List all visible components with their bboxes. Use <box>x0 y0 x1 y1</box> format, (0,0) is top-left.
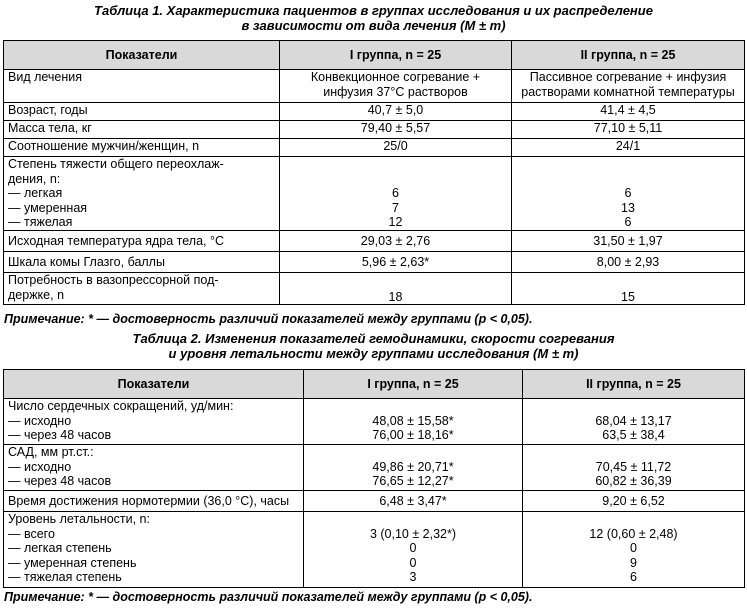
table1 <box>3 40 745 305</box>
table1-row-glasgow <box>4 252 745 273</box>
table2-header-group2: II группа, n = 25 <box>523 370 745 399</box>
group2-value: 8,00 ± 2,93 <box>512 252 745 273</box>
table2-header-row <box>4 370 745 399</box>
table1-caption <box>0 3 747 33</box>
table1-row-treatment <box>4 70 745 103</box>
row-label: Возраст, годы <box>4 103 280 121</box>
group2-value: Пассивное согревание + инфузия растворами комнатной температуры <box>512 70 745 103</box>
group2-value: 41,4 ± 4,5 <box>512 103 745 121</box>
group1-value: 40,7 ± 5,0 <box>280 103 512 121</box>
group1-value: 3 (0,10 ± 2,32*) 0 0 3 <box>304 512 523 588</box>
group1-value: 18 <box>280 273 512 305</box>
table2-row-normothermia <box>4 491 745 512</box>
row-label: Соотношение мужчин/женщин, n <box>4 139 280 157</box>
row-label: Уровень летальности, n: — всего — легкая степень — умеренная степень — тяжелая степень <box>4 512 304 588</box>
table2-row-map <box>4 445 745 491</box>
group2-value: 15 <box>512 273 745 305</box>
table2-note: Примечание: * — достоверность различий показателей между группами (р < 0,05). <box>4 590 533 604</box>
table2-row-mortality <box>4 512 745 588</box>
group1-value: Конвекционное согревание + инфузия 37°С растворов <box>280 70 512 103</box>
group2-value: 24/1 <box>512 139 745 157</box>
row-label: Число сердечных сокращений, уд/мин: — исходно — через 48 часов <box>4 399 304 445</box>
table2-header-indicator: Показатели <box>4 370 304 399</box>
table1-header-group1: I группа, n = 25 <box>280 41 512 70</box>
group2-value: 77,10 ± 5,11 <box>512 121 745 139</box>
table1-header-group2: II группа, n = 25 <box>512 41 745 70</box>
table1-row-core-temp <box>4 231 745 252</box>
table1-row-severity <box>4 157 745 231</box>
group2-value: 70,45 ± 11,72 60,82 ± 36,39 <box>523 445 745 491</box>
group1-value: 48,08 ± 15,58* 76,00 ± 18,16* <box>304 399 523 445</box>
table2-caption-line1: Таблица 2. Изменения показателей гемодинамики, скорости согревания <box>132 331 615 346</box>
row-label: Время достижения нормотермии (36,0 °С), часы <box>4 491 304 512</box>
group2-value: 68,04 ± 13,17 63,5 ± 38,4 <box>523 399 745 445</box>
table1-caption-line2: в зависимости от вида лечения (М ± m) <box>241 18 506 33</box>
row-label: Исходная температура ядра тела, °С <box>4 231 280 252</box>
table1-row-sex-ratio <box>4 139 745 157</box>
group2-value: 31,50 ± 1,97 <box>512 231 745 252</box>
group1-value: 6,48 ± 3,47* <box>304 491 523 512</box>
table2-row-heart-rate <box>4 399 745 445</box>
group1-value: 49,86 ± 20,71* 76,65 ± 12,27* <box>304 445 523 491</box>
table1-header-indicator: Показатели <box>4 41 280 70</box>
row-label: Шкала комы Глазго, баллы <box>4 252 280 273</box>
row-label: Масса тела, кг <box>4 121 280 139</box>
group2-value: 12 (0,60 ± 2,48) 0 9 6 <box>523 512 745 588</box>
table1-row-weight <box>4 121 745 139</box>
table1-caption-line1: Таблица 1. Характеристика пациентов в группах исследования и их распределение <box>94 3 653 18</box>
table2-caption-line2: и уровня летальности между группами исследования (М ± m) <box>168 346 579 361</box>
group1-value: 29,03 ± 2,76 <box>280 231 512 252</box>
group1-value: 25/0 <box>280 139 512 157</box>
group1-value: 79,40 ± 5,57 <box>280 121 512 139</box>
table1-header-row <box>4 41 745 70</box>
row-label: Вид лечения <box>4 70 280 103</box>
table1-row-age <box>4 103 745 121</box>
group1-value: 6 7 12 <box>280 157 512 231</box>
row-label: САД, мм рт.ст.: — исходно — через 48 часов <box>4 445 304 491</box>
group2-value: 9,20 ± 6,52 <box>523 491 745 512</box>
group2-value: 6 13 6 <box>512 157 745 231</box>
group1-value: 5,96 ± 2,63* <box>280 252 512 273</box>
table2-header-group1: I группа, n = 25 <box>304 370 523 399</box>
row-label: Потребность в вазопрессорной под- держке, n <box>4 273 280 305</box>
table2-caption <box>0 331 747 361</box>
table1-row-vasopressor <box>4 273 745 305</box>
table1-note: Примечание: * — достоверность различий показателей между группами (р < 0,05). <box>4 312 533 326</box>
table2 <box>3 369 745 588</box>
row-label: Степень тяжести общего переохлаж- дения, n: — легкая — умеренная — тяжелая <box>4 157 280 231</box>
